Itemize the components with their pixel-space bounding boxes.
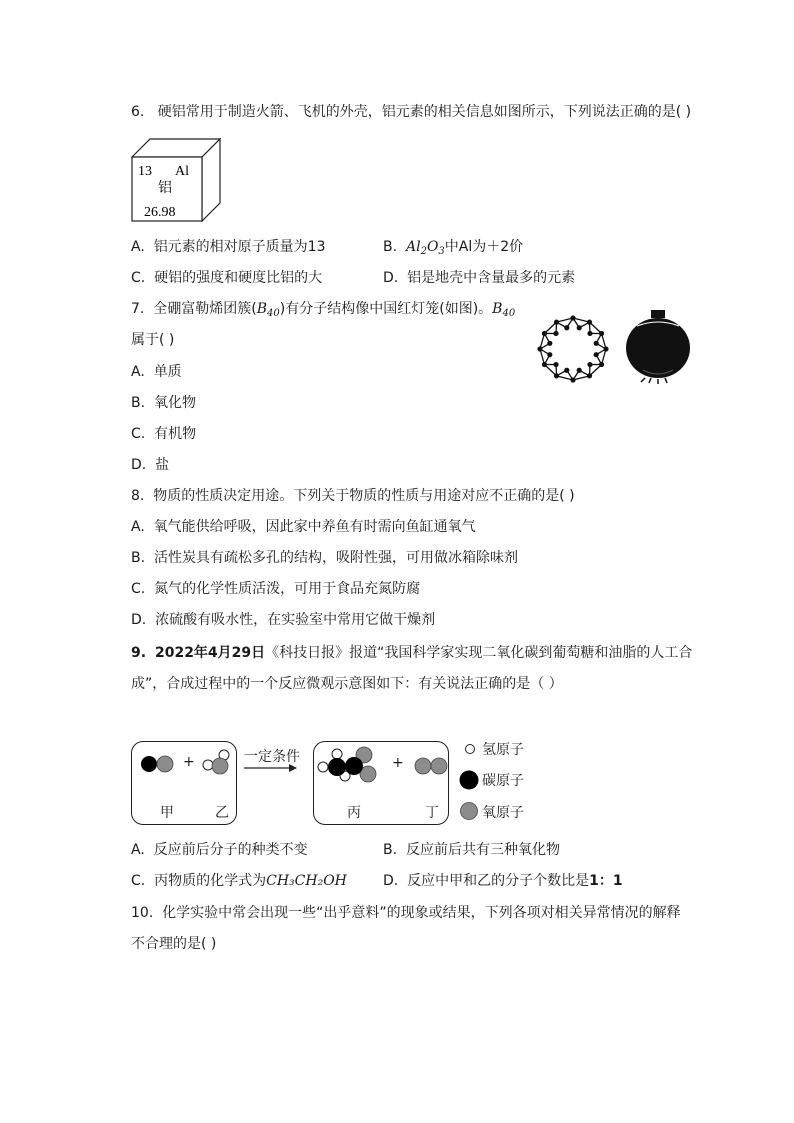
product-molecules [313,741,449,793]
cluster-atom [564,368,569,373]
cluster-atom [603,346,608,351]
q10-stem-cont: 不合理的是( ) [131,936,217,952]
cluster-atom [587,362,592,367]
reactant-label-yi: 乙 [215,805,229,821]
q6-stem-text: 硬铝常用于制造火箭、飞机的外壳，铝元素的相关信息如图所示，下列说法正确的是( ) [157,104,692,120]
q9-stem-cont: 成”，合成过程中的一个反应微观示意图如下：有关说法正确的是（ ） [131,676,563,692]
q8-option-c: C. 氮气的化学性质活泼，可用于食品充氮防腐 [131,581,421,597]
cluster-atom [570,315,575,320]
q9-option-a: A. 反应前后分子的种类不变 [131,842,308,858]
cluster-atom [553,331,558,336]
q9-option-c: C. 丙物质的化学式为CH₃CH₂OH [131,873,347,889]
q8-stem: 8. 物质的性质决定用途。下列关于物质的性质与用途对应不正确的是( ) [131,488,575,504]
cluster-atom [542,362,547,367]
plus-sign-left: + [183,754,195,770]
q9-option-b: B. 反应前后共有三种氧化物 [383,842,560,858]
element-card-aluminum [130,137,222,225]
cluster-atom [570,377,575,382]
q9-option-d: D. 反应中甲和乙的分子个数比是1：1 [383,873,623,889]
cluster-atom [577,368,582,373]
boron-cluster-image [535,313,611,385]
cluster-atom [547,352,552,357]
q7-option-a: A. 单质 [131,364,182,380]
cluster-atom [594,341,599,346]
q6-option-a: A. 铝元素的相对原子质量为13 [131,239,326,255]
legend-carbon-label: 碳原子 [482,773,524,789]
cluster-atom [594,352,599,357]
cluster-atom [554,320,559,325]
reaction-arrow [243,762,299,774]
legend-carbon-icon [458,769,480,791]
cluster-atom [587,373,592,378]
cluster-atom [577,325,582,330]
cluster-atom [587,320,592,325]
q7-option-b: B. 氧化物 [131,395,196,411]
cluster-atom [537,346,542,351]
plus-sign-right: + [392,755,404,771]
cluster-atom [599,331,604,336]
legend-oxygen-icon [459,801,479,821]
legend-hydrogen-label: 氢原子 [482,742,524,758]
q7-stem-cont: 属于( ) [131,332,175,348]
cluster-atom [599,362,604,367]
product-label-ding: 丁 [425,805,439,821]
q7-stem: 7. 全硼富勒烯团簇$(B_{40})$有分子结构像中国红灯笼(如图)。$B_{40}$ [131,301,516,319]
element-name: 铝 [158,180,172,196]
element-mass: 26.98 [144,205,176,220]
cluster-atom [554,373,559,378]
reactant-label-jia: 甲 [160,805,174,821]
q6-stem [131,102,691,122]
q8-option-a: A. 氧气能供给呼吸，因此家中养鱼有时需向鱼缸通氧气 [131,519,476,535]
q6-option-d: D. 铝是地壳中含量最多的元素 [383,270,576,286]
q7-option-d: D. 盐 [131,457,170,473]
cluster-atom [542,331,547,336]
cluster-atom [564,325,569,330]
product-label-bing: 丙 [347,805,361,821]
q7-option-c: C. 有机物 [131,426,197,442]
q10-stem: 10. 化学实验中常会出现一些“出乎意料”的现象或结果，下列各项对相关异常情况的解释 [131,905,681,921]
cluster-atom [553,362,558,367]
reaction-condition: 一定条件 [244,749,300,765]
cluster-atom [587,331,592,336]
red-lantern-image [623,308,693,384]
q8-option-b: B. 活性炭具有疏松多孔的结构，吸附性强，可用做冰箱除味剂 [131,550,518,566]
cluster-atom [547,341,552,346]
element-atomic-number: 13 [138,164,152,179]
q9-stem: 9. 2022年4月29日《科技日报》报道“我国科学家实现二氧化碳到葡萄糖和油脂的人工合 [131,645,693,661]
q6-option-b: B. $Al_2O_3$中Al为＋2价 [383,239,524,257]
legend-oxygen-label: 氧原子 [482,805,524,821]
legend-hydrogen-icon [463,742,477,756]
q6-option-c: C. 硬铝的强度和硬度比铝的大 [131,270,323,286]
q6-number: 6. [131,104,145,120]
element-symbol: Al [175,164,189,179]
q8-option-d: D. 浓硫酸有吸水性，在实验室中常用它做干燥剂 [131,612,436,628]
